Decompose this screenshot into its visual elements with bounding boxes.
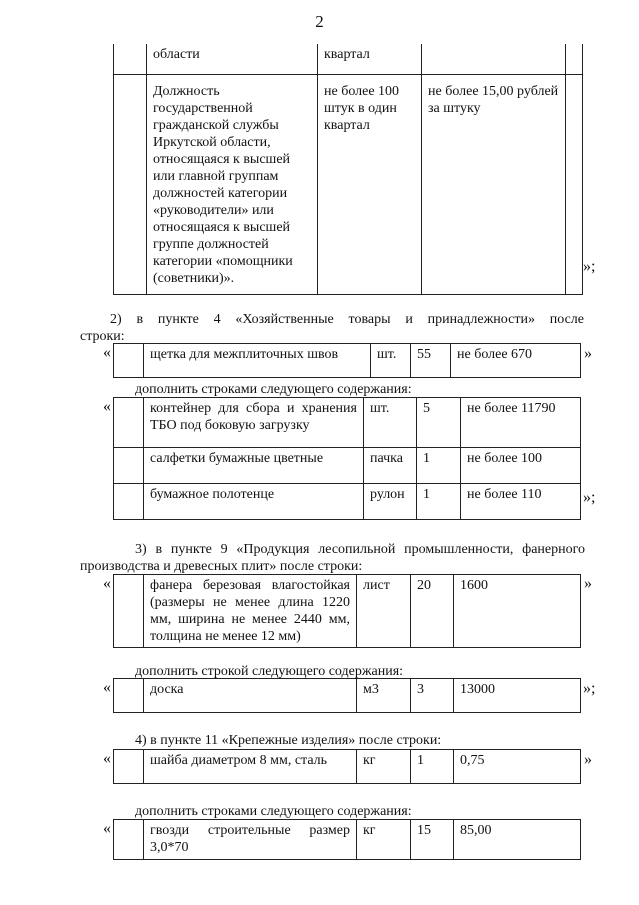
section-4-heading: 4) в пункте 11 «Крепежные изделия» после строки: [135,733,442,748]
add-line-text: дополнить строкой следующего содержания: [135,664,404,679]
closing-quote: » [584,751,592,768]
opening-quote: « [103,344,111,361]
table-row: гвозди строительные размер 3,0*70 кг 15 85,00 [114,820,581,860]
before-row-table [113,574,581,648]
table-row: доска м3 3 13000 [114,679,581,713]
add-lines-text: дополнить строками следующего содержания: [135,382,412,397]
table-row: области квартал [114,44,583,74]
section-2-heading: 2) в пункте 4 «Хозяйственные товары и принадлежности» после [110,312,584,327]
table-row: салфетки бумажные цветные пачка 1 не более 100 [114,448,581,484]
positions-table [113,44,583,295]
page-number: 2 [315,12,324,31]
table-row: шайба диаметром 8 мм, сталь кг 1 0,75 [114,750,581,784]
opening-quote: « [103,820,111,837]
opening-quote: « [103,750,111,767]
before-row-table [113,343,581,378]
table-row: Должность государственной гражданской службы Иркутской области, относящаяся к высшей или главной группам должностей категории «руководители» или относящаяся к высшей группе должностей категории «помощники (советники)». не более 100 штук в один квартал не более 15,00 рублей за штуку [114,74,583,294]
added-row-table [113,819,581,860]
table-row: фанера березовая влагостойкая (размеры не менее длина 1220 мм, ширина не менее 2440 мм, толщина не менее 12 мм) лист 20 1600 [114,575,581,648]
added-row-table [113,678,581,713]
section-3-heading-cont: производства и древесных плит» после строки: [80,559,363,574]
opening-quote: « [103,679,111,696]
section-2-heading-cont: строки: [80,329,125,344]
section-3-heading: 3) в пункте 9 «Продукция лесопильной промышленности, фанерного [135,542,585,557]
add-lines-text: дополнить строками следующего содержания: [135,804,412,819]
table-row: щетка для межплиточных швов шт. 55 не более 670 [114,344,581,378]
closing-quote: »; [583,258,596,275]
closing-quote: » [584,345,592,362]
opening-quote: « [103,398,111,415]
before-row-table [113,749,581,784]
closing-quote: » [584,575,592,592]
closing-quote: »; [583,489,596,506]
added-rows-table [113,397,581,520]
opening-quote: « [103,575,111,592]
table-row: контейнер для сбора и хранения ТБО под боковую загрузку шт. 5 не более 11790 [114,398,581,448]
table-row: бумажное полотенце рулон 1 не более 110 [114,484,581,520]
closing-quote: »; [583,680,596,697]
